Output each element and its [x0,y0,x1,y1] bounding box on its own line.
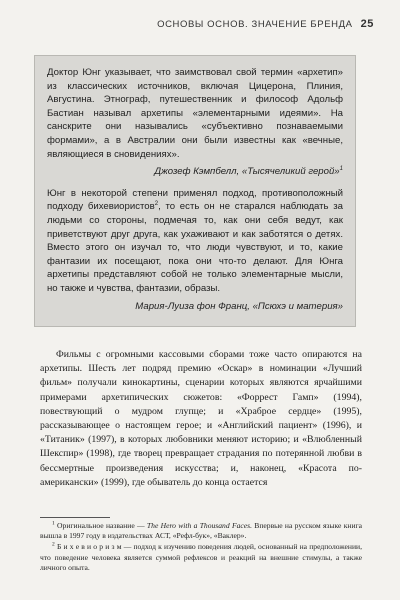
quote-von-franz [47,187,343,296]
page-number: 25 [360,18,374,30]
running-head [157,18,374,30]
footnote-2 [40,542,362,573]
quote-jung-campbell: Доктор Юнг указывает, что заимствовал свой термин «архетип» из классических источников, включая Цицерона, Плиния, Августина. Этнограф, путешественник и философ Адольф Бастиан называл архетипы «элементарными идеями». На санскрите они назывались «субъективно познаваемыми формами», а в Австралии они были известны как «вечные, являющиеся в сновидениях». [47,67,343,160]
quote-von-franz-part1: Юнг в некоторой степени применял подход, противоположный подходу бихевиористов [47,187,343,213]
quote-von-franz-part2: , то есть он не старался наблюдать за людьми со стороны, подмечая то, как они себя ведут, как приветствуют друг друга, как ухаживают и как заботятся о детях. Вместо этого он изучал то, что люди чувствуют, и то, какие фантазии их посещают, пока они что-то делают. Для Юнга архетипы представляют собой не только элементарные мысли, но также и чувства, фантазии, образы. [47,201,344,294]
footnote-1-marker: 1 [52,520,55,527]
footnote-1-rest: Впервые на русском языке книга вышла в 1997 году в издательствах АСТ, «Рефл-бук», «Ваклер». [40,521,363,541]
footnote-ref-1[interactable]: 1 [339,165,343,172]
footnote-1-title: The Hero with a Thousand Faces. [146,521,252,530]
attribution-campbell-text: Джозеф Кэмпбелл, «Тысячеликий герой» [154,166,340,178]
footnote-2-rest: — подход к изучению поведения людей, основанный на предположении, что поведение человека является суммой рефлексов и реакций на внешние стимулы, а также личного опыта. [40,542,362,572]
footnote-ref-2[interactable]: 2 [154,201,159,208]
footnote-1-prefix: Оригинальное название — [57,521,147,530]
quote-attribution-von-franz: Мария-Луиза фон Франц, «Псюхэ и материя» [135,300,343,312]
main-text [40,348,362,490]
footnote-2-marker: 2 [52,541,55,548]
body-paragraph: Фильмы с огромными кассовыми сборами тоже часто опираются на архетипы. Шесть лет подряд премию «Оскар» в номинации «Лучший фильм» получали кинокартины, сценарии которых являются ярчайшими примерами архетипических сюжетов: «Форрест Гамп» (1994), повествующий о мудром глупце; и «Храброе сердце» (1995), рассказывающее о настоящем герое; и «Английский пациент» (1996), и «Титаник» (1997), в которых любовники меняют историю; и «Влюбленный Шекспир» (1998), где творец превращает страдания по потерянной любви в бессмертные произведения искусства; и, наконец, «Красота по-американски» (1999), где обыватель до конца остается [40,349,362,488]
running-head-title: ОСНОВЫ ОСНОВ. ЗНАЧЕНИЕ БРЕНДА [157,19,353,30]
footnote-2-term: Б и х е в и о р и з м [56,542,122,552]
quote-attribution-campbell [47,165,343,179]
footnotes [40,521,362,573]
footnote-1 [40,521,362,541]
epigraph-box [34,55,356,327]
footnote-divider [40,517,110,518]
